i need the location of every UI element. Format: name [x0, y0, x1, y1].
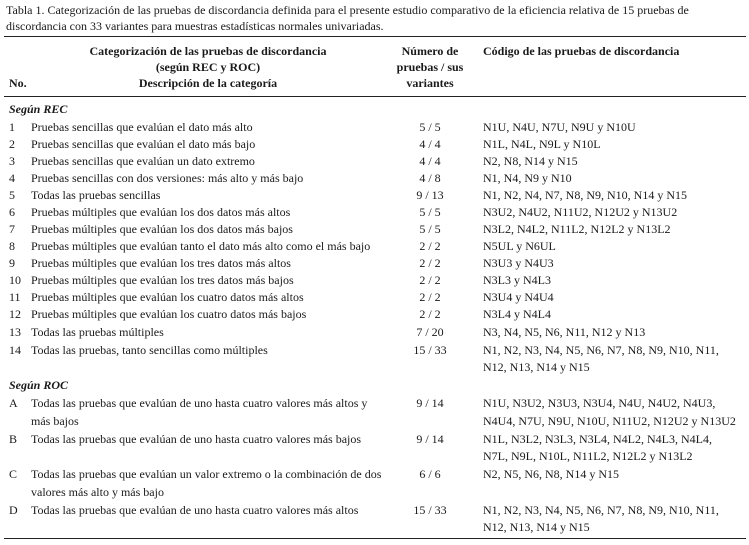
row-codes-continued: N7L, N9L, N10L, N11L2, N12L2 y N13L2 — [483, 449, 693, 463]
row-codes: N3, N4, N5, N6, N11, N12 y N13 — [483, 325, 646, 339]
row-codes: N1, N2, N3, N4, N5, N6, N7, N8, N9, N10, N11, — [483, 503, 719, 517]
header-category-title: Categorización de las pruebas de discordancia — [89, 44, 327, 58]
row-number: A — [9, 396, 18, 410]
row-number: 14 — [9, 343, 21, 357]
row-codes: N3L2, N4L2, N11L2, N12L2 y N13L2 — [483, 222, 671, 236]
row-number: 8 — [9, 239, 15, 253]
row-count: 4 / 4 — [419, 137, 441, 151]
row-number: B — [9, 432, 18, 446]
row-count: 2 / 2 — [419, 307, 441, 321]
row-number: 2 — [9, 137, 15, 151]
row-count: 2 / 2 — [419, 239, 441, 253]
row-codes-continued: N12, N13, N14 y N15 — [483, 520, 590, 534]
row-description: Pruebas múltiples que evalúan los dos datos más bajos — [31, 222, 293, 236]
row-description: Todas las pruebas múltiples — [31, 325, 164, 339]
header-count-line3: variantes — [406, 76, 454, 90]
row-number: 1 — [9, 120, 15, 134]
row-number: 10 — [9, 273, 21, 287]
row-count: 2 / 2 — [419, 256, 441, 270]
row-codes: N1U, N4U, N7U, N9U y N10U — [483, 120, 636, 134]
row-count: 7 / 20 — [416, 325, 444, 339]
row-codes: N1, N2, N4, N7, N8, N9, N10, N14 y N15 — [483, 188, 687, 202]
header-category-description: Descripción de la categoría — [138, 76, 278, 90]
row-number: 13 — [9, 325, 21, 339]
row-description-continued: más bajos — [31, 414, 79, 428]
row-codes: N3L3 y N4L3 — [483, 273, 551, 287]
row-description: Todas las pruebas, tanto sencillas como múltiples — [31, 343, 268, 357]
row-count: 9 / 14 — [416, 396, 444, 410]
row-number: D — [9, 503, 18, 517]
row-description: Pruebas sencillas que evalúan el dato más bajo — [31, 137, 256, 151]
row-codes-continued: N4U4, N7U, N9U, N10U, N11U2, N12U2 y N13U2 — [483, 414, 736, 428]
row-codes: N1U, N3U2, N3U3, N3U4, N4U, N4U2, N4U3, — [483, 396, 716, 410]
row-description: Pruebas múltiples que evalúan tanto el dato más alto como el más bajo — [31, 239, 371, 253]
top-rule — [4, 36, 746, 37]
row-description: Todas las pruebas que evalúan un valor extremo o la combinación de dos — [31, 467, 382, 481]
row-number: 4 — [9, 171, 15, 185]
header-codes: Código de las pruebas de discordancia — [483, 44, 680, 58]
row-description: Todas las pruebas sencillas — [31, 188, 161, 202]
header-category-basis: (según REC y ROC) — [155, 60, 261, 74]
row-codes: N2, N5, N6, N8, N14 y N15 — [483, 467, 619, 481]
row-description-continued: valores más alto y más bajo — [31, 485, 164, 499]
row-count: 4 / 4 — [419, 154, 441, 168]
row-count: 6 / 6 — [419, 467, 441, 481]
row-count: 9 / 14 — [416, 432, 444, 446]
row-count: 9 / 13 — [416, 188, 444, 202]
row-description: Pruebas múltiples que evalúan los cuatro datos más bajos — [31, 307, 307, 321]
row-count: 15 / 33 — [413, 503, 447, 517]
row-count: 2 / 2 — [419, 290, 441, 304]
row-count: 5 / 5 — [419, 222, 441, 236]
row-description: Pruebas sencillas que evalúan el dato más alto — [31, 120, 253, 134]
row-number: 3 — [9, 154, 15, 168]
row-codes: N2, N8, N14 y N15 — [483, 154, 578, 168]
row-description: Pruebas múltiples que evalúan los tres datos más bajos — [31, 273, 294, 287]
row-codes: N1L, N4L, N9L y N10L — [483, 137, 601, 151]
section-title-roc: Según ROC — [9, 378, 69, 392]
row-codes: N1L, N3L2, N3L3, N3L4, N4L2, N4L3, N4L4, — [483, 432, 712, 446]
row-number: 7 — [9, 222, 15, 236]
row-codes-continued: N12, N13, N14 y N15 — [483, 360, 590, 374]
row-codes: N1, N2, N3, N4, N5, N6, N7, N8, N9, N10, N11, — [483, 343, 719, 357]
header-count-line2: pruebas / sus — [396, 60, 464, 74]
row-description: Todas las pruebas que evalúan de uno hasta cuatro valores más altos — [31, 503, 359, 517]
header-no: No. — [9, 76, 27, 90]
row-codes: N5UL y N6UL — [483, 239, 556, 253]
table-caption: Tabla 1. Categorización de las pruebas de discordancia definida para el presente estudio comparativo de la eficiencia relativa de 15 pruebas de discordancia con 33 variantes para muestras estadísticas normales univariadas. — [6, 3, 689, 33]
bottom-rule — [4, 538, 746, 539]
row-codes: N3U3 y N4U3 — [483, 256, 554, 270]
row-count: 15 / 33 — [413, 343, 447, 357]
row-codes: N3L4 y N4L4 — [483, 307, 551, 321]
header-count-line1: Número de — [401, 44, 459, 58]
row-count: 4 / 8 — [419, 171, 441, 185]
row-codes: N3U4 y N4U4 — [483, 290, 554, 304]
row-description: Pruebas sencillas que evalúan un dato extremo — [31, 154, 255, 168]
header-rule — [4, 96, 746, 97]
row-codes: N3U2, N4U2, N11U2, N12U2 y N13U2 — [483, 205, 678, 219]
row-number: 11 — [9, 290, 21, 304]
row-number: 5 — [9, 188, 15, 202]
row-codes: N1, N4, N9 y N10 — [483, 171, 572, 185]
row-description: Todas las pruebas que evalúan de uno hasta cuatro valores más altos y — [31, 396, 368, 410]
row-description: Pruebas múltiples que evalúan los tres datos más altos — [31, 256, 291, 270]
section-title-rec: Según REC — [9, 102, 68, 116]
row-description: Pruebas sencillas con dos versiones: más alto y más bajo — [31, 171, 304, 185]
row-number: 6 — [9, 205, 15, 219]
row-count: 2 / 2 — [419, 273, 441, 287]
row-number: 9 — [9, 256, 15, 270]
row-number: 12 — [9, 307, 21, 321]
row-description: Todas las pruebas que evalúan de uno hasta cuatro valores más bajos — [31, 432, 362, 446]
row-number: C — [9, 467, 18, 481]
row-count: 5 / 5 — [419, 205, 441, 219]
row-description: Pruebas múltiples que evalúan los cuatro datos más altos — [31, 290, 304, 304]
row-count: 5 / 5 — [419, 120, 441, 134]
row-description: Pruebas múltiples que evalúan los dos datos más altos — [31, 205, 291, 219]
